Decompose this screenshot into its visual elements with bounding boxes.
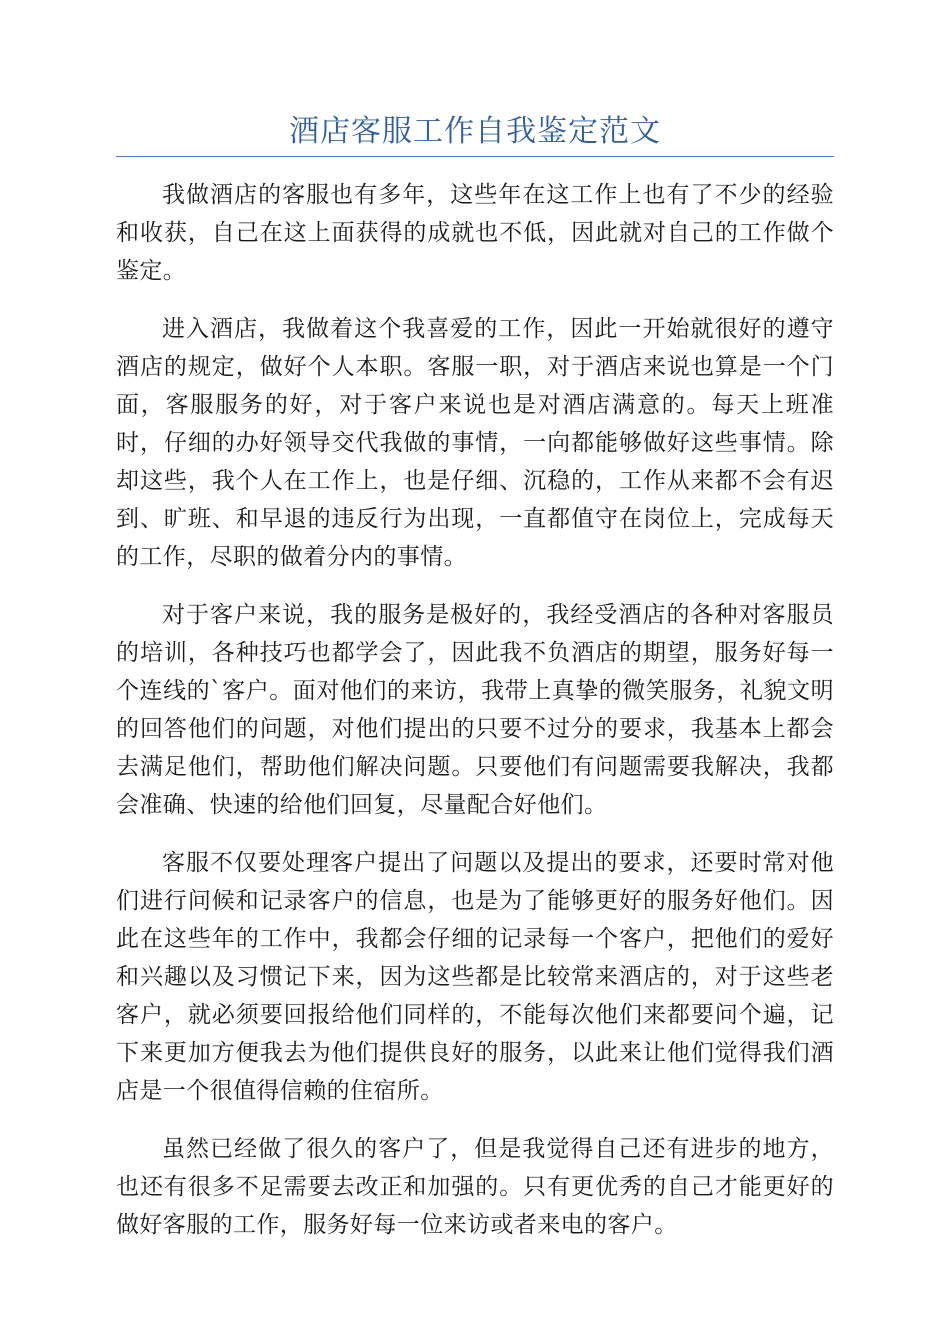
paragraph-3: 对于客户来说，我的服务是极好的，我经受酒店的各种对客服员的培训，各种技巧也都学会了，因此我不负酒店的期望，服务好每一个连线的`客户。面对他们的来访，我带上真挚的微笑服务，礼貌文明的回答他们的问题，对他们提出的只要不过分的要求，我基本上都会去满足他们，帮助他们解决问题。只要他们有问题需要我解决，我都会准确、快速的给他们回复，尽量配合好他们。 <box>116 602 834 818</box>
paragraph-1: 我做酒店的客服也有多年，这些年在这工作上也有了不少的经验和收获，自己在这上面获得的成就也不低，因此就对自己的工作做个鉴定。 <box>116 182 834 284</box>
document-title: 酒店客服工作自我鉴定范文 <box>289 114 661 149</box>
paragraph-5: 虽然已经做了很久的客户了，但是我觉得自己还有进步的地方，也还有很多不足需要去改正和加强的。只有更优秀的自己才能更好的做好客服的工作，服务好每一位来访或者来电的客户。 <box>116 1136 834 1238</box>
paragraph-2: 进入酒店，我做着这个我喜爱的工作，因此一开始就很好的遵守酒店的规定，做好个人本职。客服一职，对于酒店来说也算是一个门面，客服服务的好，对于客户来说也是对酒店满意的。每天上班准时，仔细的办好领导交代我做的事情，一向都能够做好这些事情。除却这些，我个人在工作上，也是仔细、沉稳的，工作从来都不会有迟到、旷班、和早退的违反行为出现，一直都值守在岗位上，完成每天的工作，尽职的做着分内的事情。 <box>116 316 834 570</box>
title-block <box>116 108 834 157</box>
document-body <box>116 176 834 1264</box>
paragraph-4: 客服不仅要处理客户提出了问题以及提出的要求，还要时常对他们进行问候和记录客户的信息，也是为了能够更好的服务好他们。因此在这些年的工作中，我都会仔细的记录每一个客户，把他们的爱好和兴趣以及习惯记下来，因为这些都是比较常来酒店的，对于这些老客户，就必须要回报给他们同样的，不能每次他们来都要问个遍，记下来更加方便我去为他们提供良好的服务，以此来让他们觉得我们酒店是一个很值得信赖的住宿所。 <box>116 850 834 1104</box>
